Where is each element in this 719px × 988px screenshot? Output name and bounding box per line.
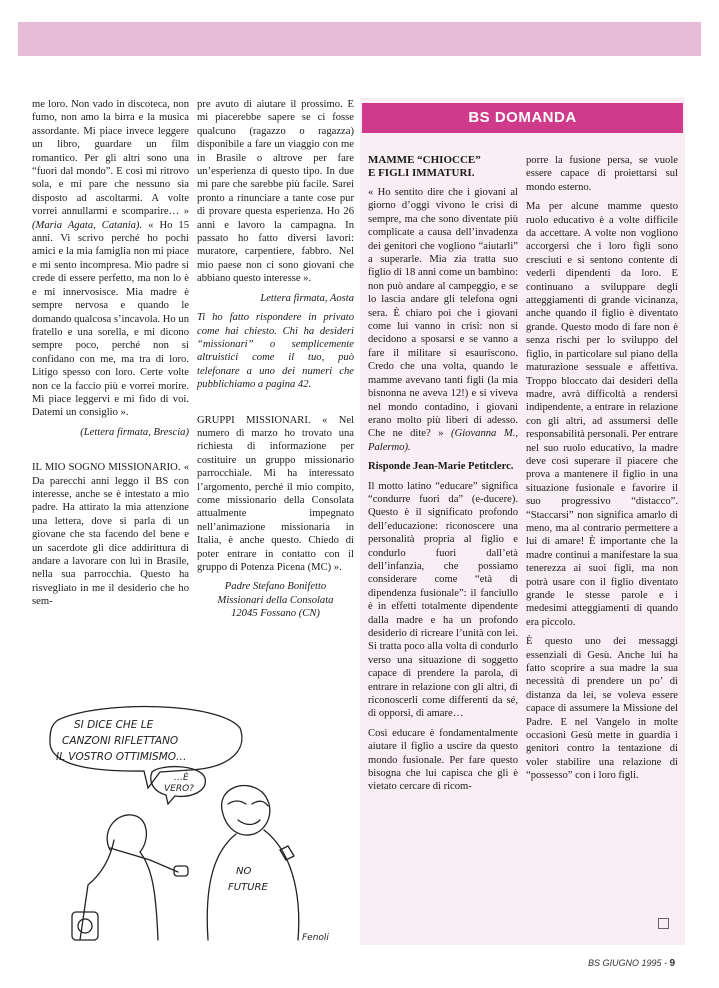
youth-eyes bbox=[228, 801, 268, 806]
editor-reply: Ti ho fatto rispondere in privato come hai chiesto. Chi ha desideri “missionari” o semplicemente altruistici come il tuo, può telefonare a uno dei numeri che pubblichiamo a pagina 42. bbox=[197, 312, 354, 391]
reply-line-2: VERO? bbox=[164, 784, 194, 794]
shirt-badge bbox=[280, 846, 294, 860]
top-color-band bbox=[18, 22, 701, 56]
answer-paragraph-3: porre la fusione persa, se vuole essere capace di proiettarsi sul mondo esterno. bbox=[526, 155, 678, 193]
letter-3-heading: IL MIO SOGNO MISSIONARIO. bbox=[32, 462, 181, 474]
question-signature: (Giovanna M., Palermo). bbox=[368, 428, 518, 453]
footer-label: BS GIUGNO 1995 - bbox=[588, 958, 668, 968]
youth-head bbox=[222, 786, 270, 835]
interviewer-arm bbox=[110, 848, 178, 872]
artist-signature: Fenoli bbox=[302, 933, 329, 943]
column-2 bbox=[197, 98, 354, 627]
letter-1-text: me loro. Non vado in discoteca, non fumo, non amo la birra e la musica assordante. Mi piace invece leggere un libro, guardare un film romantico. Per gli altri sono una “fuori dal mondo”. E così mi ritrovo sola, e mi pare che nessuno sia disposto ad ascoltarmi. A volte vorrei annullarmi e scomparire… » (Maria Agata, Catania). « Ho 15 anni. Vi scrivo perché ho pochi amici e la mia famiglia non mi piace e mi sento incompresa. Mio padre si crede di essere perfetto, ma non lo è e mi innervosisce. Mia madre è sempre nervosa e quando le domando qualcosa s’incavola. Ho un fratello e una sorella, e mi dicono sempre poco, perché non si confidano con me, ma tra di loro. Litigo spesso con loro. Certe volte non ce la faccio più e vorrei morire. Mi piace leggervi e mi fido di voi. Datemi un consiglio ». bbox=[32, 99, 190, 419]
bubble-line-1: SI DICE CHE LE bbox=[74, 719, 154, 731]
panel-column-left bbox=[368, 154, 518, 800]
letter-1-signature: (Maria Agata, Catania). bbox=[32, 219, 143, 231]
panel-column-right bbox=[526, 154, 678, 789]
bubble-line-2: CANZONI RIFLETTANO bbox=[62, 735, 179, 747]
panel-title: BS DOMANDA bbox=[362, 103, 683, 133]
letter-4-signature: Padre Stefano Bonifetto Missionari della Consolata 12045 Fossano (CN) bbox=[217, 581, 334, 620]
letter-3-text: IL MIO SOGNO MISSIONARIO. « Da parecchi anni leggo il BS con interesse, anche se è intestato a mio padre. Ha attirato la mia attenzione una lettera, dove si parla di un giovane che sta facendo del bene e un sacerdote gli dice addirittura di andare a lavorare con lui in Brasile, nella sua parrocchia. Questo ha risvegliato in me il desiderio che ho sem- bbox=[32, 462, 189, 608]
letter-2-signature: (Lettera firmata, Brescia) bbox=[80, 426, 189, 438]
answer-heading: Risponde Jean-Marie Petitclerc. bbox=[368, 461, 514, 473]
reply-line-1: …È bbox=[174, 773, 189, 783]
cartoon-illustration bbox=[40, 700, 350, 950]
answer-paragraph-2: Così educare è fondamentalmente aiutare il figlio a uscire da questo mondo fusionale. Per fare questo bisogna che lui capisca che gli è vietato cercare di ricom- bbox=[368, 727, 518, 793]
answer-paragraph-4: Ma per alcune mamme questo ruolo educativo è a volte difficile da accettare. A volte non vogliono accorgersi che i loro figli sono cresciuti e si sentono contente di vederli dipendenti da loro. E continuano a sviluppare degli atteggiamenti di grande vicinanza, anche quando il figlio è diventato grande. Questo modo di fare non è senza rischi per lo sviluppo del figlio, in particolare sul piano della maturazione sessuale e affettiva. Troppo bloccato dai desideri della madre, avrà difficoltà a rendersi indipendente, a entrare in relazione con gli altri, ad assumersi delle responsabilità personali. Per entrare nel suo ruolo educativo, la madre deve così superare il piacere che prova a mantenere il figlio in una situazione fusionale e favorire il suo progressivo “distacco”. “Staccarsi” non significa amarlo di meno, ma al contrario permettere a lui di amare! È importante che la madre continui a manifestare la sua tenerezza ai suoi figli, ma non potrà usare con il figlio diventato grande le stesse parole e i medesimi atteggiamenti di quando era piccolo. bbox=[526, 201, 678, 628]
letter-3-signature: Lettera firmata, Aosta bbox=[260, 292, 354, 304]
page-footer bbox=[588, 958, 675, 969]
answer-paragraph-1: Il motto latino “educare” significa “condurre fuori da” (e-ducere). Questo è il significato profondo dell’educazione: riconoscere una personalità propria al figlio e condurlo fuori dall’età dell’infanzia, che possiamo considerare come “età di dipendenza fusionale”: il fanciullo è in effetti totalmente dipendente dalla madre e ha un profondo desiderio di ricreare l’unità con lei. Si tratta poco alla volta di condurlo verso una situazione di soggetto capace di prendere la parola, di entrare in relazione con gli altri, di riconoscerli come differenti da sé, di opporsi, di amare… bbox=[368, 480, 518, 720]
youth-mouth bbox=[238, 820, 260, 825]
letter-4-text: GRUPPI MISSIONARI. « Nel numero di marzo ho trovato una richiesta di informazione per costituire un gruppo missionario parrocchiale. Mi ha interessato l’argomento, perché il mio compito, come missionario della Consolata attualmente impegnato nell’animazione missionaria in Italia, è anche questo. Chiedo di poter entrare in contatto con il gruppo di Potenza Picena (MC) ». bbox=[197, 414, 354, 573]
answer-paragraph-5: È questo uno dei messaggi essenziali di Gesù. Anche lui ha fatto scoprire a sua madre la sua necessità di prendere un po’ di distanza da lei, se voleva essere capace di assumere la Missione del Padre. E nel Vangelo in molte occasioni Gesù mette in guardia i genitori contro la tentazione di voler stabilire una relazione di “possesso” con i loro figli. bbox=[526, 636, 678, 782]
shirt-text-1: NO bbox=[236, 866, 252, 877]
letter-3-continued: pre avuto di aiutare il prossimo. E mi piacerebbe sapere se ci fosse qualcuno (ragazzo o ragazza) disponibile a fare un viaggio con me in Brasile o altrove per fare un’esperienza di questo tipo. In due mi pare che sarebbe più facile. Sarei pronto a rinunciare a tante cose pur di provare questa esperienza. Ho 26 anni e lavoro la campagna. In passato ho fatto diversi lavori: muratore, carpentiere, fabbro. Nel mio paese non ci sono giovani che abbiano questo interesse ». bbox=[197, 99, 354, 285]
panel-headline: MAMME “CHIOCCE” E FIGLI IMMATURI. bbox=[368, 154, 481, 179]
panel-question: « Ho sentito dire che i giovani al giorno d’oggi vivono le crisi di sempre, ma che sono diventate più complicate a causa dell’invadenza dei genitori che vogliono “aiutarli” a superarle. Mia zia tratta suo figlio di 18 anni come un bambino: non può andare al campeggio, e se lo lascia andare gli telefona ogni sera. È chiaro poi che i giovani come lui vanno in crisi: non si decidono a sposarsi e se vanno a fare il militare si esauriscono. Credo che una volta, quando le mamme avevano tanti figli (la mia bisnonna ne aveva 12!) e si viveva nel mondo contadino, i giovani erano molto più liberi di adesso. Che ne dite? » (Giovanna M., Palermo). bbox=[368, 187, 518, 453]
letter-4-heading: GRUPPI MISSIONARI. bbox=[197, 414, 311, 426]
page-number: 9 bbox=[669, 958, 676, 969]
end-of-article-square bbox=[658, 918, 669, 929]
recorder-icon bbox=[72, 912, 98, 940]
bubble-line-3: IL VOSTRO OTTIMISMO… bbox=[56, 751, 187, 763]
column-1 bbox=[32, 98, 189, 615]
shirt-text-2: FUTURE bbox=[228, 882, 268, 893]
